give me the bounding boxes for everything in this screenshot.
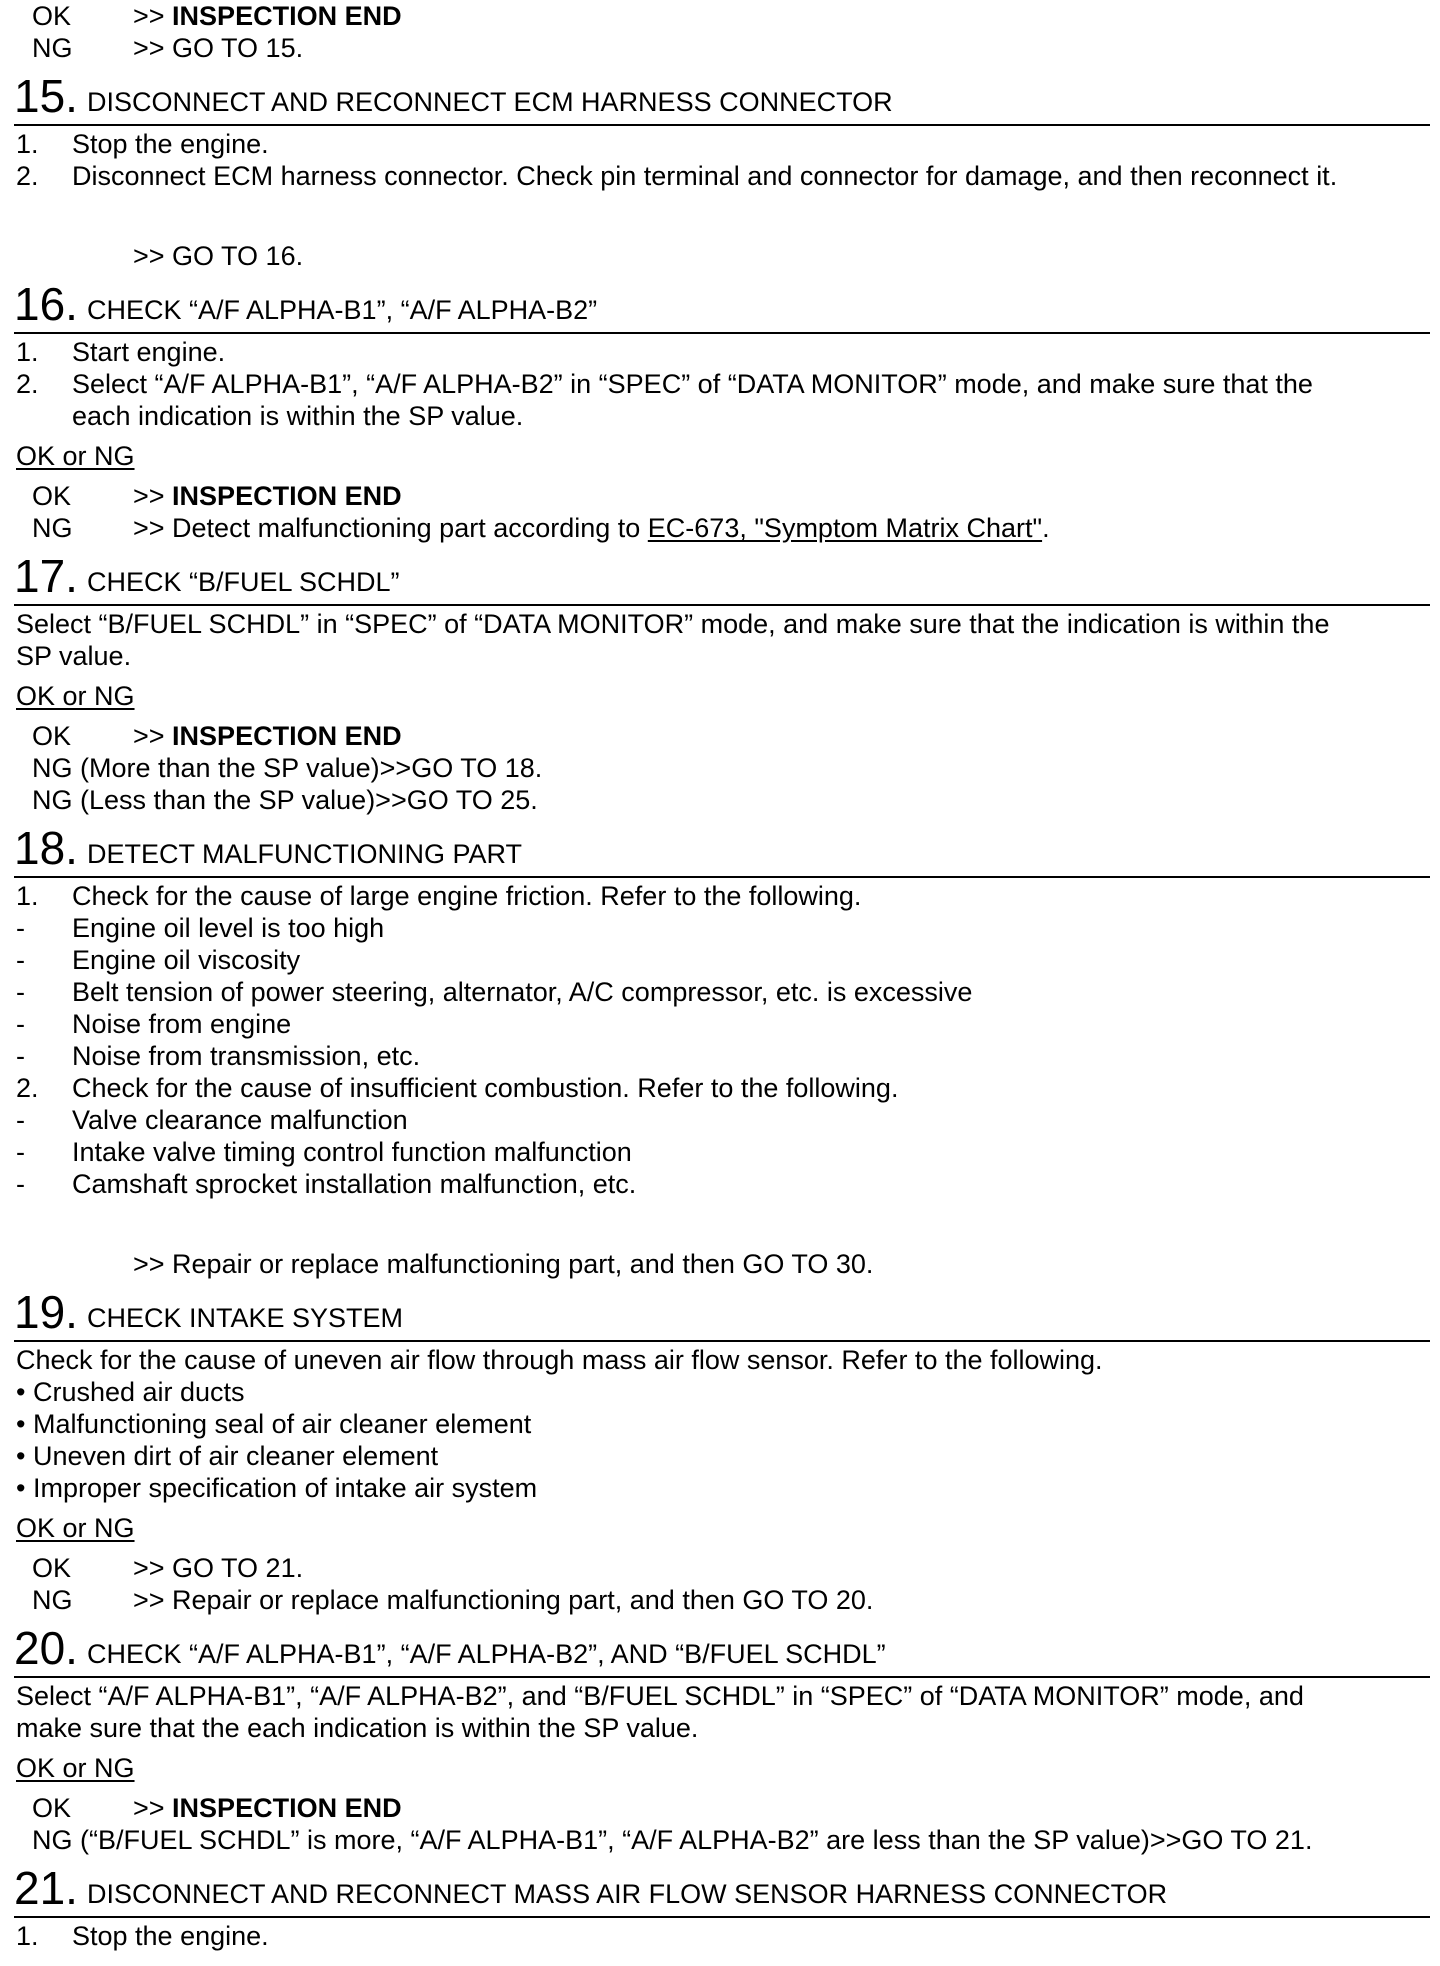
list-item: - Noise from transmission, etc. [16,1041,421,1071]
result-row: NG (“B/FUEL SCHDL” is more, “A/F ALPHA-B1”, “A/F ALPHA-B2” are less than the SP value)>>GO TO 21. [32,1825,1313,1855]
step-result: >> GO TO 16. [133,241,304,271]
list-item: 1. Stop the engine. [16,1921,269,1951]
step-number: 16. [14,278,78,330]
result-label: OK [32,481,72,511]
list-item: 2. Check for the cause of insufficient combustion. Refer to the following. [16,1073,899,1103]
divider [14,604,1430,606]
divider [14,1676,1430,1678]
ok-or-ng-heading: OK or NG [16,1753,135,1783]
symptom-matrix-link[interactable]: EC-673, "Symptom Matrix Chart" [647,513,1043,543]
result-label: NG [32,1585,73,1615]
result-label: OK [32,721,72,751]
list-item: 1. Start engine. [16,337,226,367]
result-row: NG (More than the SP value)>>GO TO 18. [32,753,543,783]
step-result: >> Repair or replace malfunctioning part, and then GO TO 30. [133,1249,874,1279]
step-title: DISCONNECT AND RECONNECT ECM HARNESS CONNECTOR [87,87,893,117]
result-action: >> INSPECTION END [133,1793,402,1823]
result-row [0,720,1440,752]
result-label: NG [32,513,73,543]
bullet-item: • Improper specification of intake air system [16,1473,538,1503]
bullet-item: • Uneven dirt of air cleaner element [16,1441,439,1471]
result-label: OK [32,1553,72,1583]
divider [14,1340,1430,1342]
result-action: >> INSPECTION END [133,481,402,511]
bullet-item: • Malfunctioning seal of air cleaner element [16,1409,532,1439]
list-item-continuation: each indication is within the SP value. [72,401,524,431]
step-title: CHECK INTAKE SYSTEM [87,1303,404,1333]
result-row [0,512,1440,544]
step-title: CHECK “B/FUEL SCHDL” [87,567,400,597]
list-item: 1. Stop the engine. [16,129,269,159]
step-15-header [0,70,1440,122]
list-item: - Intake valve timing control function malfunction [16,1137,632,1167]
step-number: 17. [14,550,78,602]
step-number: 19. [14,1286,78,1338]
result-row [0,480,1440,512]
result-row: NG (Less than the SP value)>>GO TO 25. [32,785,538,815]
result-row [0,0,1440,32]
bullet-item: • Crushed air ducts [16,1377,245,1407]
list-item: - Noise from engine [16,1009,292,1039]
step-number: 20. [14,1622,78,1674]
step-number: 21. [14,1862,78,1914]
result-row [0,32,1440,64]
step-17-header [0,550,1440,602]
step-21-header [0,1862,1440,1914]
step-20-header [0,1622,1440,1674]
list-item: 1. Check for the cause of large engine friction. Refer to the following. [16,881,862,911]
result-action: >> INSPECTION END [133,721,402,751]
list-item: - Engine oil level is too high [16,913,385,943]
step-title: DISCONNECT AND RECONNECT MASS AIR FLOW SENSOR HARNESS CONNECTOR [87,1879,1168,1909]
result-action: >> INSPECTION END [133,1,402,31]
result-action: >> Detect malfunctioning part according to EC-673, "Symptom Matrix Chart". [133,513,1050,543]
step-title: CHECK “A/F ALPHA-B1”, “A/F ALPHA-B2” [87,295,598,325]
list-item: 2. Disconnect ECM harness connector. Check pin terminal and connector for damage, and then reconnect it. [16,161,1338,191]
ok-or-ng-heading: OK or NG [16,1513,135,1543]
step-18-header [0,822,1440,874]
paragraph-line: make sure that the each indication is within the SP value. [16,1713,699,1743]
list-item: 2. Select “A/F ALPHA-B1”, “A/F ALPHA-B2” in “SPEC” of “DATA MONITOR” mode, and make sure that the [16,369,1313,399]
step-title: DETECT MALFUNCTIONING PART [87,839,523,869]
result-row [0,1584,1440,1616]
step-title: CHECK “A/F ALPHA-B1”, “A/F ALPHA-B2”, AND “B/FUEL SCHDL” [87,1639,886,1669]
list-item: - Engine oil viscosity [16,945,301,975]
result-label: OK [32,1793,72,1823]
step-number: 18. [14,822,78,874]
divider [14,332,1430,334]
ok-or-ng-heading: OK or NG [16,441,135,471]
result-action: >> GO TO 15. [133,33,304,63]
list-item: - Camshaft sprocket installation malfunction, etc. [16,1169,637,1199]
divider [14,1916,1430,1918]
paragraph-line: Select “A/F ALPHA-B1”, “A/F ALPHA-B2”, and “B/FUEL SCHDL” in “SPEC” of “DATA MONITOR” mode, and [16,1681,1304,1711]
divider [14,876,1430,878]
paragraph-line: Check for the cause of uneven air flow through mass air flow sensor. Refer to the following. [16,1345,1103,1375]
result-row [0,1552,1440,1584]
step-number: 15. [14,70,78,122]
result-action: >> Repair or replace malfunctioning part, and then GO TO 20. [133,1585,874,1615]
ok-or-ng-heading: OK or NG [16,681,135,711]
result-label: NG [32,33,73,63]
result-row [0,1792,1440,1824]
list-item: - Valve clearance malfunction [16,1105,408,1135]
step-16-header [0,278,1440,330]
divider [14,124,1430,126]
result-label: OK [32,1,72,31]
list-item: - Belt tension of power steering, alternator, A/C compressor, etc. is excessive [16,977,973,1007]
step-19-header [0,1286,1440,1338]
result-action: >> GO TO 21. [133,1553,304,1583]
paragraph-line: Select “B/FUEL SCHDL” in “SPEC” of “DATA MONITOR” mode, and make sure that the indication is within the [16,609,1330,639]
paragraph-line: SP value. [16,641,132,671]
